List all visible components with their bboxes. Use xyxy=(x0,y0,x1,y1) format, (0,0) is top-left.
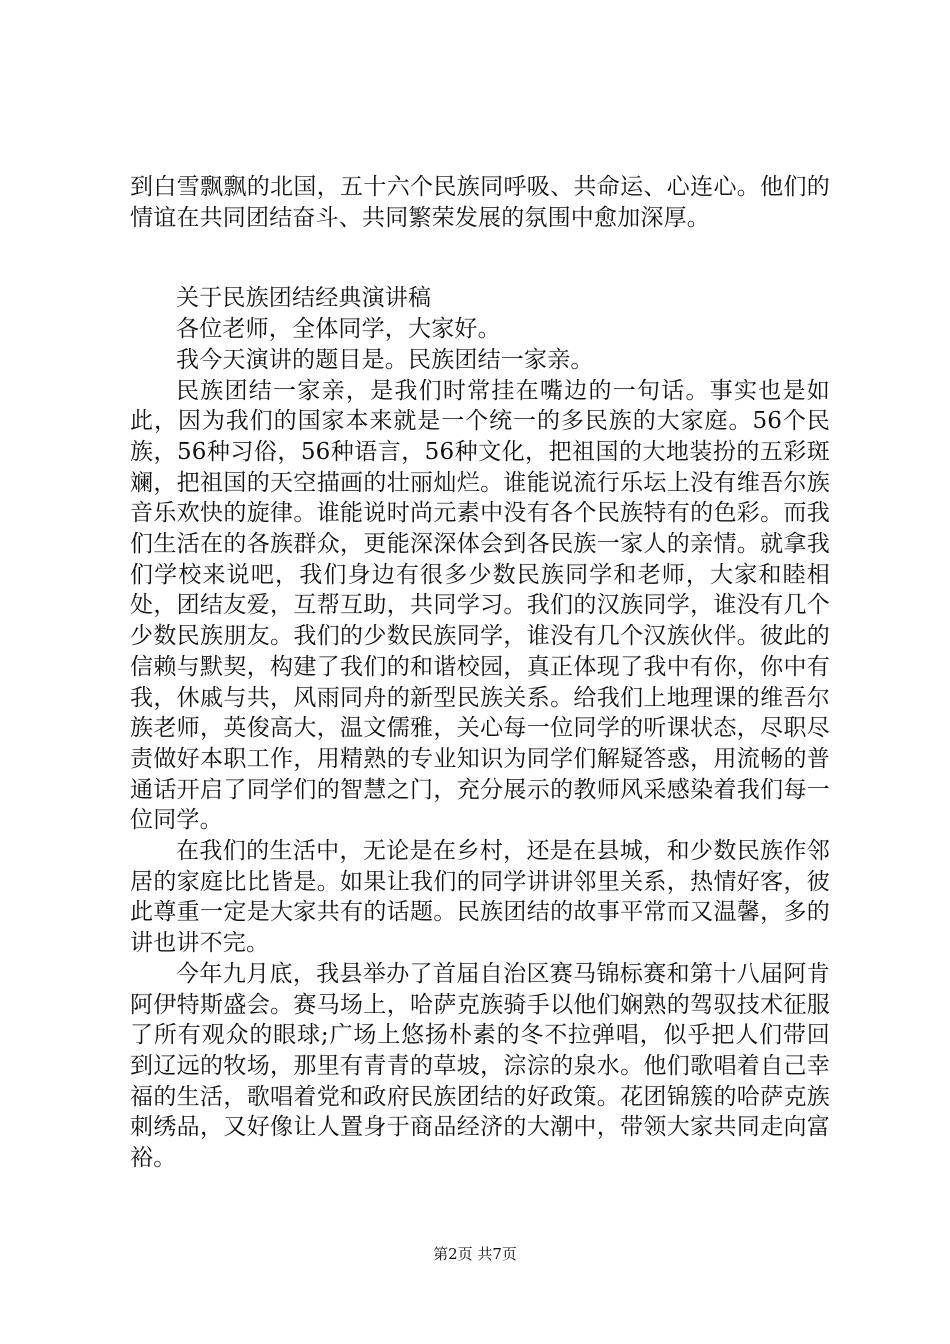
body-paragraph-2: 在我们的生活中，无论是在乡村，还是在县城，和少数民族作邻居的家庭比比皆是。如果让我们的同学讲讲邻里关系，热情好客，彼此尊重一定是大家共有的话题。民族团结的故事平常而又温馨，多的讲也讲不完。 xyxy=(130,838,830,957)
paragraph-gap xyxy=(130,233,830,283)
page-number-footer: 第2页 共7页 xyxy=(433,1245,517,1263)
document-content xyxy=(130,172,830,1174)
continued-paragraph: 到白雪飘飘的北国，五十六个民族同呼吸、共命运、心连心。他们的情谊在共同团结奋斗、共同繁荣发展的氛围中愈加深厚。 xyxy=(130,174,830,231)
speech-topic: 我今天演讲的题目是。民族团结一家亲。 xyxy=(176,346,594,373)
body-paragraph-3: 今年九月底，我县举办了首届自治区赛马锦标赛和第十八届阿肯阿伊特斯盛会。赛马场上，哈萨克族骑手以他们娴熟的驾驭技术征服了所有观众的眼球;广场上悠扬朴素的冬不拉弹唱，似乎把人们带回到辽远的牧场，那里有青青的草坡，淙淙的泉水。他们歌唱着自己幸福的生活，歌唱着党和政府民族团结的好政策。花团锦簇的哈萨克族刺绣品，又好像让人置身于商品经济的大潮中，带领大家共同走向富裕。 xyxy=(130,960,830,1172)
body-paragraph-1: 民族团结一家亲，是我们时常挂在嘴边的一句话。事实也是如此，因为我们的国家本来就是一个统一的多民族的大家庭。56个民族，56种习俗，56种语言，56种文化，把祖国的大地装扮的五彩斑斓，把祖国的天空描画的壮丽灿烂。谁能说流行乐坛上没有维吾尔族音乐欢快的旋律。谁能说时尚元素中没有各个民族特有的色彩。而我们生活在的各族群众，更能深深体会到各民族一家人的亲情。就拿我们学校来说吧，我们身边有很多少数民族同学和老师，大家和睦相处，团结友爱，互帮互助，共同学习。我们的汉族同学，谁没有几个少数民族朋友。我们的少数民族同学，谁没有几个汉族伙伴。彼此的信赖与默契，构建了我们的和谐校园，真正体现了我中有你，你中有我，休戚与共，风雨同舟的新型民族关系。给我们上地理课的维吾尔族老师，英俊高大，温文儒雅，关心每一位同学的听课状态，尽职尽责做好本职工作，用精熟的专业知识为同学们解疑答惑，用流畅的普通话开启了同学们的智慧之门，充分展示的教师风采感染着我们每一位同学。 xyxy=(130,377,830,834)
speech-greeting: 各位老师，全体同学，大家好。 xyxy=(176,316,501,343)
speech-title: 关于民族团结经典演讲稿 xyxy=(176,285,432,312)
